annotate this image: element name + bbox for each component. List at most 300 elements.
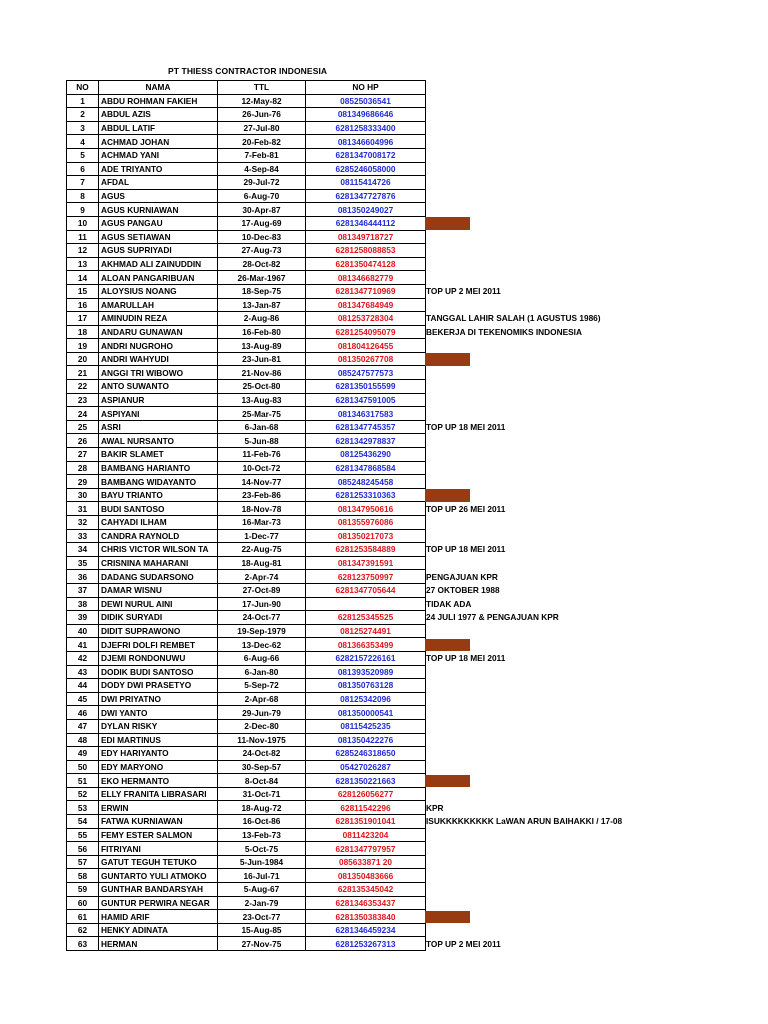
table-row [67,216,426,230]
table-row [67,393,426,407]
row-note: TOP UP 2 MEI 2011 [426,938,501,949]
row-nama: AMARULLAH [99,298,218,312]
row-no: 14 [67,271,99,285]
row-nama: ANTO SUWANTO [99,380,218,394]
row-nama: GUNTUR PERWIRA NEGAR [99,896,218,910]
row-no: 26 [67,434,99,448]
table-row [67,529,426,543]
row-nama: DAMAR WISNU [99,583,218,597]
row-hp: 6281346459234 [306,923,426,937]
row-ttl: 16-Jul-71 [218,869,306,883]
row-nama: DEWI NURUL AINI [99,597,218,611]
table-row [67,162,426,176]
row-nama: DWI PRIYATNO [99,692,218,706]
row-nama: ASPIANUR [99,393,218,407]
row-hp: 6285246318650 [306,747,426,761]
row-no: 4 [67,135,99,149]
table-row [67,815,426,829]
row-no: 36 [67,570,99,584]
row-no: 61 [67,910,99,924]
table-row [67,488,426,502]
row-ttl: 23-Jun-81 [218,352,306,366]
header-hp: NO HP [306,81,426,95]
row-no: 60 [67,896,99,910]
row-hp: 6281350155599 [306,380,426,394]
row-hp: 08125436290 [306,448,426,462]
row-note: KPR [426,802,444,813]
table-row [67,774,426,788]
row-hp: 081346682779 [306,271,426,285]
row-nama: ANDRI NUGROHO [99,339,218,353]
row-ttl: 12-May-82 [218,94,306,108]
table-row [67,475,426,489]
row-nama: DJEFRI DOLFI REMBET [99,638,218,652]
row-hp: 6281347868584 [306,461,426,475]
row-no: 5 [67,148,99,162]
row-note: TOP UP 18 MEI 2011 [426,422,506,433]
row-no: 59 [67,883,99,897]
row-no: 28 [67,461,99,475]
row-nama: CAHYADI ILHAM [99,516,218,530]
row-nama: AGUS PANGAU [99,216,218,230]
row-no: 8 [67,189,99,203]
table-row [67,801,426,815]
table-row [67,203,426,217]
row-ttl: 13-Aug-89 [218,339,306,353]
table-row [67,325,426,339]
row-nama: BAMBANG HARIANTO [99,461,218,475]
row-no: 24 [67,407,99,421]
row-no: 11 [67,230,99,244]
row-hp: 081346604996 [306,135,426,149]
row-nama: DODIK BUDI SANTOSO [99,665,218,679]
row-hp: 6281347705644 [306,583,426,597]
row-no: 39 [67,611,99,625]
row-nama: ACHMAD JOHAN [99,135,218,149]
row-hp: 081347684949 [306,298,426,312]
row-no: 16 [67,298,99,312]
row-hp: 6281253310363 [306,488,426,502]
row-no: 32 [67,516,99,530]
table-row [67,706,426,720]
row-nama: GUNTARTO YULI ATMOKO [99,869,218,883]
row-no: 20 [67,352,99,366]
table-row [67,339,426,353]
row-hp: 6281258088853 [306,244,426,258]
row-ttl: 8-Oct-84 [218,774,306,788]
table-row [67,271,426,285]
row-ttl: 14-Nov-77 [218,475,306,489]
table-row [67,787,426,801]
row-no: 58 [67,869,99,883]
row-ttl: 15-Aug-85 [218,923,306,937]
table-row [67,760,426,774]
row-hp: 08125274491 [306,624,426,638]
row-hp [306,597,426,611]
table-row [67,733,426,747]
table-row [67,910,426,924]
row-hp: 081350267708 [306,352,426,366]
row-nama: EKO HERMANTO [99,774,218,788]
header-ttl: TTL [218,81,306,95]
row-no: 43 [67,665,99,679]
row-nama: AGUS SUPRIYADI [99,244,218,258]
row-nama: DADANG SUDARSONO [99,570,218,584]
row-nama: ADE TRIYANTO [99,162,218,176]
row-hp: 6281347797957 [306,842,426,856]
row-no: 31 [67,502,99,516]
row-hp: 085248245458 [306,475,426,489]
row-hp: 081349686646 [306,108,426,122]
row-no: 48 [67,733,99,747]
row-no: 21 [67,366,99,380]
table-row [67,352,426,366]
row-ttl: 26-Jun-76 [218,108,306,122]
table-row [67,176,426,190]
row-nama: ACHMAD YANI [99,148,218,162]
row-no: 13 [67,257,99,271]
row-nama: ABDUL AZIS [99,108,218,122]
row-ttl: 19-Sep-1979 [218,624,306,638]
row-hp: 6281350221663 [306,774,426,788]
row-hp: 081346317583 [306,407,426,421]
row-hp: 6281346444112 [306,216,426,230]
row-nama: AGUS KURNIAWAN [99,203,218,217]
table-row [67,94,426,108]
row-nama: ASRI [99,420,218,434]
table-row [67,420,426,434]
row-nama: AKHMAD ALI ZAINUDDIN [99,257,218,271]
row-hp: 6281347591005 [306,393,426,407]
row-no: 50 [67,760,99,774]
row-no: 54 [67,815,99,829]
table-row [67,148,426,162]
row-hp: 6281351901041 [306,815,426,829]
row-no: 52 [67,787,99,801]
row-ttl: 28-Oct-82 [218,257,306,271]
table-row [67,611,426,625]
row-nama: ERWIN [99,801,218,815]
row-ttl: 27-Aug-73 [218,244,306,258]
row-hp: 6281350383840 [306,910,426,924]
row-nama: BAYU TRIANTO [99,488,218,502]
row-ttl: 18-Aug-72 [218,801,306,815]
row-nama: DWI YANTO [99,706,218,720]
row-ttl: 21-Nov-86 [218,366,306,380]
row-nama: CHRIS VICTOR WILSON TA [99,543,218,557]
table-row [67,312,426,326]
row-hp: 08115425235 [306,719,426,733]
row-no: 62 [67,923,99,937]
row-no: 9 [67,203,99,217]
row-ttl: 2-Dec-80 [218,719,306,733]
row-ttl: 13-Feb-73 [218,828,306,842]
table-row [67,583,426,597]
row-no: 15 [67,284,99,298]
row-nama: AGUS SETIAWAN [99,230,218,244]
row-no: 7 [67,176,99,190]
employee-table [66,80,426,951]
row-note: TOP UP 18 MEI 2011 [426,544,506,555]
row-no: 18 [67,325,99,339]
row-ttl: 29-Jun-79 [218,706,306,720]
row-no: 29 [67,475,99,489]
row-hp: 08125342096 [306,692,426,706]
row-no: 19 [67,339,99,353]
row-ttl: 13-Jan-87 [218,298,306,312]
row-ttl: 16-Feb-80 [218,325,306,339]
table-row [67,380,426,394]
row-no: 17 [67,312,99,326]
row-no: 35 [67,556,99,570]
row-nama: DIDIK SURYADI [99,611,218,625]
row-hp: 62811542296 [306,801,426,815]
row-ttl: 2-Jan-79 [218,896,306,910]
table-row [67,244,426,258]
row-hp: 081393520989 [306,665,426,679]
row-ttl: 10-Oct-72 [218,461,306,475]
row-nama: ALOYSIUS NOANG [99,284,218,298]
table-row [67,638,426,652]
table-body [67,94,426,950]
row-hp: 6281253584889 [306,543,426,557]
row-hp: 081350000541 [306,706,426,720]
row-hp: 081350217073 [306,529,426,543]
row-hp: 08115414726 [306,176,426,190]
row-nama: AMINUDIN REZA [99,312,218,326]
highlight-marker [425,489,470,502]
table-row [67,121,426,135]
row-ttl: 25-Oct-80 [218,380,306,394]
table-row [67,516,426,530]
row-ttl: 5-Sep-72 [218,679,306,693]
row-no: 27 [67,448,99,462]
row-note: TOP UP 26 MEI 2011 [426,503,506,514]
row-nama: ABDU ROHMAN FAKIEH [99,94,218,108]
row-ttl: 27-Jul-80 [218,121,306,135]
row-hp: 6281346353437 [306,896,426,910]
row-hp: 6281342978837 [306,434,426,448]
row-hp: 6281253267313 [306,937,426,951]
row-ttl: 10-Dec-83 [218,230,306,244]
header-nama: NAMA [99,81,218,95]
row-hp: 081350249027 [306,203,426,217]
table-row [67,692,426,706]
row-no: 12 [67,244,99,258]
row-ttl: 22-Aug-75 [218,543,306,557]
row-no: 47 [67,719,99,733]
row-ttl: 17-Aug-69 [218,216,306,230]
table-row [67,842,426,856]
row-nama: DODY DWI PRASETYO [99,679,218,693]
row-hp: 6281347745357 [306,420,426,434]
row-no: 23 [67,393,99,407]
row-note: BEKERJA DI TEKENOMIKS INDONESIA [426,326,582,337]
row-ttl: 16-Oct-86 [218,815,306,829]
row-ttl: 6-Jan-68 [218,420,306,434]
row-nama: DYLAN RISKY [99,719,218,733]
row-ttl: 18-Aug-81 [218,556,306,570]
table-row [67,597,426,611]
row-hp: 081804126455 [306,339,426,353]
row-no: 53 [67,801,99,815]
row-no: 33 [67,529,99,543]
row-no: 41 [67,638,99,652]
row-ttl: 5-Jun-88 [218,434,306,448]
row-hp: 6281350474128 [306,257,426,271]
row-nama: GUNTHAR BANDARSYAH [99,883,218,897]
row-no: 46 [67,706,99,720]
table-row [67,502,426,516]
row-hp: 085633871 20 [306,855,426,869]
row-hp: 6281347008172 [306,148,426,162]
row-ttl: 13-Dec-62 [218,638,306,652]
row-nama: DJEMI RONDONUWU [99,651,218,665]
row-hp: 628135345042 [306,883,426,897]
row-nama: AWAL NURSANTO [99,434,218,448]
row-nama: EDY MARYONO [99,760,218,774]
row-hp: 6282157226161 [306,651,426,665]
row-nama: AFDAL [99,176,218,190]
row-nama: DIDIT SUPRAWONO [99,624,218,638]
row-ttl: 7-Feb-81 [218,148,306,162]
row-ttl: 2-Aug-86 [218,312,306,326]
highlight-marker [425,775,470,788]
table-row [67,665,426,679]
row-no: 45 [67,692,99,706]
highlight-marker [425,911,470,924]
row-hp: 081347391591 [306,556,426,570]
row-hp: 081355976086 [306,516,426,530]
row-ttl: 11-Nov-1975 [218,733,306,747]
table-row [67,883,426,897]
table-row [67,855,426,869]
table-row [67,679,426,693]
row-nama: HAMID ARIF [99,910,218,924]
row-no: 1 [67,94,99,108]
row-ttl: 23-Feb-86 [218,488,306,502]
row-note: TOP UP 2 MEI 2011 [426,286,501,297]
row-nama: ASPIYANI [99,407,218,421]
row-nama: BAKIR SLAMET [99,448,218,462]
row-no: 49 [67,747,99,761]
row-hp: 081350483666 [306,869,426,883]
row-ttl: 6-Jan-80 [218,665,306,679]
row-hp: 08525036541 [306,94,426,108]
table-row [67,651,426,665]
row-no: 6 [67,162,99,176]
row-ttl: 11-Feb-76 [218,448,306,462]
table-row [67,923,426,937]
table-row [67,556,426,570]
row-no: 34 [67,543,99,557]
row-note: TOP UP 18 MEI 2011 [426,653,506,664]
row-ttl: 23-Oct-77 [218,910,306,924]
row-note: TANGGAL LAHIR SALAH (1 AGUSTUS 1986) [426,313,601,324]
row-nama: FATWA KURNIAWAN [99,815,218,829]
row-nama: AGUS [99,189,218,203]
row-nama: BAMBANG WIDAYANTO [99,475,218,489]
table-header-row [67,81,426,95]
row-no: 44 [67,679,99,693]
table-row [67,135,426,149]
row-ttl: 1-Dec-77 [218,529,306,543]
row-ttl: 2-Apr-74 [218,570,306,584]
table-row [67,189,426,203]
table-row [67,828,426,842]
row-ttl: 27-Oct-89 [218,583,306,597]
table-row [67,366,426,380]
row-ttl: 13-Aug-83 [218,393,306,407]
table-row [67,407,426,421]
table-row [67,937,426,951]
row-note: 27 OKTOBER 1988 [426,585,500,596]
row-no: 40 [67,624,99,638]
row-hp: 081253728304 [306,312,426,326]
table-row [67,230,426,244]
row-hp: 085247577573 [306,366,426,380]
row-ttl: 20-Feb-82 [218,135,306,149]
table-row [67,570,426,584]
row-hp: 628123750997 [306,570,426,584]
row-ttl: 26-Mar-1967 [218,271,306,285]
row-hp: 0811423204 [306,828,426,842]
row-nama: ANDRI WAHYUDI [99,352,218,366]
row-nama: ALOAN PANGARIBUAN [99,271,218,285]
row-ttl: 30-Sep-57 [218,760,306,774]
row-no: 57 [67,855,99,869]
table-row [67,543,426,557]
row-nama: HERMAN [99,937,218,951]
row-no: 30 [67,488,99,502]
row-no: 2 [67,108,99,122]
row-no: 38 [67,597,99,611]
row-nama: HENKY ADINATA [99,923,218,937]
table-row [67,869,426,883]
row-hp: 081347950616 [306,502,426,516]
row-ttl: 6-Aug-66 [218,651,306,665]
row-hp: 081366353499 [306,638,426,652]
row-hp: 05427026287 [306,760,426,774]
row-no: 25 [67,420,99,434]
row-ttl: 5-Oct-75 [218,842,306,856]
row-hp: 6281347710969 [306,284,426,298]
row-nama: EDI MARTINUS [99,733,218,747]
row-ttl: 18-Sep-75 [218,284,306,298]
row-hp: 081349718727 [306,230,426,244]
table-row [67,284,426,298]
row-nama: ABDUL LATIF [99,121,218,135]
row-hp: 6281258333400 [306,121,426,135]
row-no: 42 [67,651,99,665]
row-no: 63 [67,937,99,951]
row-ttl: 17-Jun-90 [218,597,306,611]
table-row [67,747,426,761]
row-note: ISUKKKKKKKKK LaWAN ARUN BAIHAKKI / 17-08 [426,816,623,827]
row-ttl: 6-Aug-70 [218,189,306,203]
row-nama: ANGGI TRI WIBOWO [99,366,218,380]
row-ttl: 29-Jul-72 [218,176,306,190]
row-nama: CANDRA RAYNOLD [99,529,218,543]
table-row [67,896,426,910]
row-nama: EDY HARIYANTO [99,747,218,761]
table-row [67,434,426,448]
row-note: TIDAK ADA [426,598,472,609]
row-hp: 628125345525 [306,611,426,625]
table-row [67,108,426,122]
header-no: NO [67,81,99,95]
row-nama: ELLY FRANITA LIBRASARI [99,787,218,801]
